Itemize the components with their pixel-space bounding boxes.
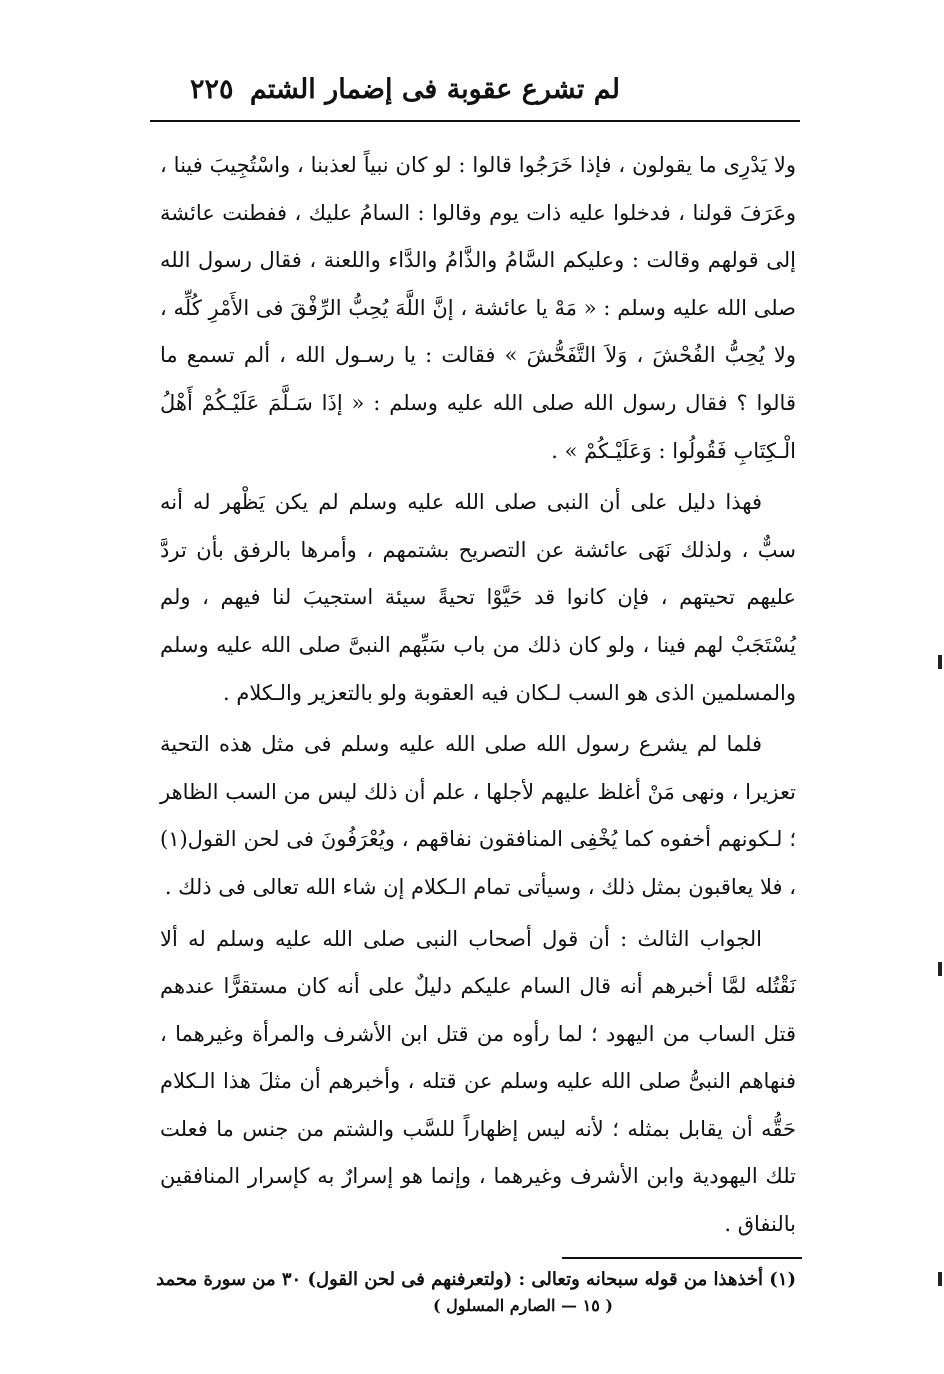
footnote-divider [562,1257,802,1259]
scan-mark [938,962,942,976]
printer-signature: ( ١٥ — الصارم المسلول ) [433,1295,613,1315]
paragraph-4: الجواب الثالث : أن قول أصحاب النبى صلى الله عليه وسلم له ألا نَقْتُله لمَّا أخبرهم أنه قال السام عليكم دليلٌ على أنه كان مستقرًّا عندهم قتل الساب من اليهود ؛ لما رأوه من قتل ابن الأشرف والمرأة وغيرهما ، فنهاهم النبىُّ صلى الله عليه وسلم عن قتله ، وأخبرهم أن مثلَ هذا الـكلام حَقُّه أن يقابل بمثله ؛ لأنه ليس إظهاراً للسَّب والشتم من جنس ما فعلت تلك اليهودية وابن الأشرف وغيرهما ، وإنما هو إسرارٌ به كإسرار المنافقين بالنفاق . [160,926,796,1237]
page-header [150,60,800,122]
footnote: (١) أخذهذا من قوله سبحانه وتعالى : (ولتعرفنهم فى لحن القول) ٣٠ من سورة محمد [156,1268,796,1290]
body-text [160,142,796,1249]
running-title: لم تشرع عقوبة فى إضمار الشتم [249,74,620,105]
scan-mark [938,1272,942,1286]
book-page [156,60,796,1317]
paragraph-1: ولا يَدْرِى ما يقولون ، فإذا خَرَجُوا قالوا : لو كان نبياً لعذبنا ، واسْتُجِيبَ فينا ، وعَرَفَ قولنا ، فدخلوا عليه ذات يوم وقالوا : السامُ عليك ، ففطنت عائشة إلى قولهم وقالت : وعليكم السَّامُ والذَّامُ والدَّاء واللعنة ، فقال رسول الله صلى الله عليه وسلم : « مَهْ يا عائشة ، إنَّ اللَّهَ يُحِبُّ الرِّفْقَ فى الأَمْرِ كُلِّه ، ولا يُحِبُّ الفُحْشَ ، وَلاَ التَّفَحُّشَ » فقالت : يا رسـول الله ، ألم تسمع ما قالوا ؟ فقال رسول الله صلى الله عليه وسلم : « إذَا سَـلَّمَ عَلَيْـكُمْ أَهْلُ الْـكِتَابِ فَقُولُوا : وَعَلَيْـكُمْ » . [160,153,796,463]
scan-mark [938,655,942,669]
paragraph-2: فهذا دليل على أن النبى صلى الله عليه وسلم لم يكن يَظْهر له أنه سبٌّ ، ولذلك نَهَى عائشة عن التصريح بشتمهم ، وأمرها بالرفق بأن تردَّ عليهم تحيتهم ، فإن كانوا قد حَيَّوْا تحيةً سيئة استجيبَ لنا فيهم ، ولم يُسْتَجَبْ لهم فينا ، ولو كان ذلك من باب سَبِّهم النبىَّ صلى الله عليه وسلم والمسلمين الذى هو السب لـكان فيه العقوبة ولو بالتعزير والـكلام . [160,490,796,705]
page-number: ٢٢٥ [190,74,234,105]
paragraph-3: فلما لم يشرع رسول الله صلى الله عليه وسلم فى مثل هذه التحية تعزيرا ، ونهى مَنْ أغلظ عليهم لأجلها ، علم أن ذلك ليس من السب الظاهر ؛ لـكونهم أخفوه كما يُخْفِى المنافقون نفاقهم ، ويُعْرَفُونَ فى لحن القول(١) ، فلا يعاقبون بمثل ذلك ، وسيأتى تمام الـكلام إن شاء الله تعالى فى ذلك . [160,732,796,899]
